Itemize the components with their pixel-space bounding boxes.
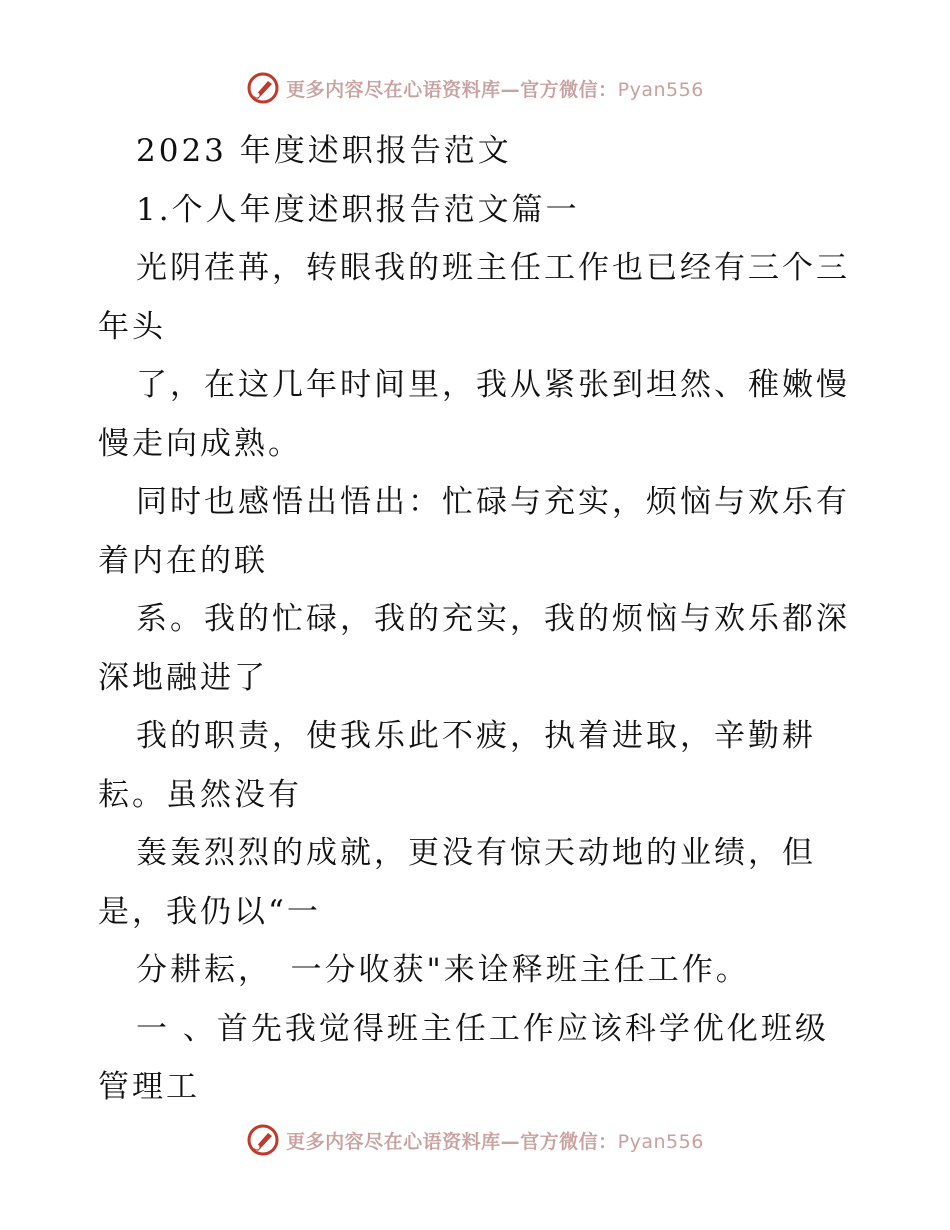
text-line: 2023 年度述职报告范文 [136,133,512,169]
text-line: 深地融进了 [98,659,268,696]
text-line: 轰轰烈烈的成就，更没有惊天动地的业绩，但 [136,835,816,871]
watermark-text: 更多内容尽在心语资料库—官方微信：Pyan556 [286,1130,704,1153]
text-line: 我的职责，使我乐此不疲，执着进取，辛勤耕 [136,718,816,754]
watermark-header [0,68,950,108]
pen-logo-icon [246,71,280,105]
pen-logo-icon [246,1123,280,1157]
text-line: 分耕耘， 一分收获"来诠释班主任工作。 [136,952,750,988]
watermark-text: 更多内容尽在心语资料库—官方微信：Pyan556 [286,78,704,101]
text-line: 一 、首先我觉得班主任工作应该科学优化班级 [136,1010,829,1047]
text-line: 了，在这几年时间里，我从紧张到坦然、稚嫩慢 [136,367,850,403]
text-line: 耘。虽然没有 [98,776,302,813]
text-line: 是，我仍以“一 [98,893,321,930]
text-line: 年头 [98,308,166,345]
text-line: 着内在的联 [98,542,268,579]
text-line: 慢走向成熟。 [98,425,302,462]
text-line: 同时也感悟出悟出：忙碌与充实，烦恼与欢乐有 [136,484,850,520]
text-line: 1.个人年度述职报告范文篇一 [136,191,580,228]
watermark-footer [0,1120,950,1160]
text-line: 光阴荏苒，转眼我的班主任工作也已经有三个三 [136,250,850,286]
text-line: 管理工 [98,1069,200,1105]
text-line: 系。我的忙碌，我的充实，我的烦恼与欢乐都深 [136,601,850,637]
document-body [98,122,858,1117]
